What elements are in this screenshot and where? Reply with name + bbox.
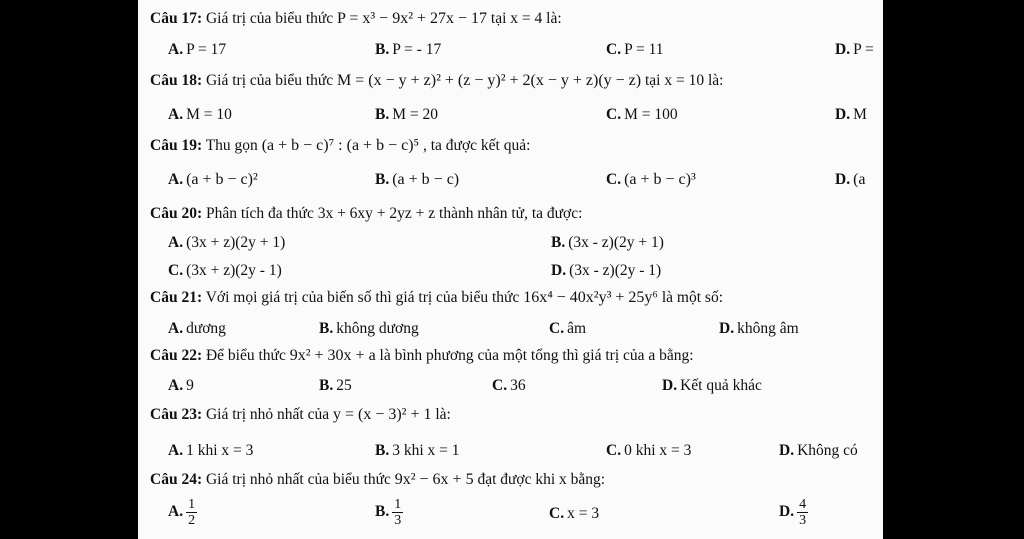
question-label: Câu 18: — [150, 72, 203, 89]
option-text: Kết quả khác — [680, 377, 762, 394]
option-letter: D. — [835, 171, 851, 188]
question-21 — [150, 289, 723, 307]
option-letter: B. — [375, 41, 390, 58]
question-expression: 9x² + 30x + a — [289, 347, 376, 364]
question-label: Câu 24: — [150, 471, 203, 488]
option-letter: D. — [719, 320, 735, 337]
option-b[interactable] — [375, 442, 460, 460]
option-letter: A. — [168, 106, 184, 123]
option-letter: B. — [375, 442, 390, 459]
question-expression: y = (x − 3)² + 1 — [332, 406, 432, 423]
question-18 — [150, 72, 723, 90]
option-text: M = 10 — [186, 106, 232, 123]
option-text: (a + b − c)³ — [624, 171, 696, 188]
option-d[interactable] — [662, 377, 762, 395]
option-c[interactable] — [606, 442, 691, 460]
denominator: 3 — [799, 513, 807, 528]
question-text: Giá trị nhỏ nhất của biểu thức — [205, 471, 391, 488]
question-19 — [150, 137, 530, 155]
option-text: (3x + z)(2y - 1) — [186, 262, 282, 279]
option-c[interactable] — [549, 320, 586, 338]
option-d[interactable] — [779, 497, 808, 528]
option-b[interactable] — [375, 171, 459, 189]
option-c[interactable] — [492, 377, 526, 395]
question-expression: P = x³ − 9x² + 27x − 17 — [337, 10, 488, 27]
option-letter: D. — [835, 106, 851, 123]
question-22 — [150, 347, 694, 365]
question-label: Câu 21: — [150, 289, 203, 306]
option-a[interactable] — [168, 41, 226, 59]
question-text: Giá trị của biểu thức — [205, 10, 334, 27]
question-text: Phân tích đa thức 3x + 6xy + 2yz + z thành nhân tử, ta được: — [205, 205, 583, 222]
question-label: Câu 22: — [150, 347, 203, 364]
question-tail: đạt được khi x bằng: — [477, 471, 606, 488]
option-b[interactable] — [375, 497, 403, 528]
question-label: Câu 20: — [150, 205, 203, 222]
option-letter: B. — [375, 503, 390, 521]
option-text: M = 20 — [392, 106, 438, 123]
option-letter: B. — [319, 377, 334, 394]
question-text: Thu gọn — [205, 137, 258, 154]
option-text: 25 — [336, 377, 352, 394]
option-b[interactable] — [375, 41, 441, 59]
option-letter: A. — [168, 503, 184, 521]
numerator: 4 — [799, 497, 807, 512]
option-b[interactable] — [551, 234, 664, 252]
question-tail: là bình phương của một tổng thì giá trị của a bằng: — [379, 347, 694, 364]
option-text: x = 3 — [567, 505, 600, 522]
option-letter: A. — [168, 442, 184, 459]
option-text: 3 khi x = 1 — [392, 442, 460, 459]
option-text: M — [853, 106, 867, 123]
denominator: 2 — [188, 513, 196, 528]
option-d[interactable] — [779, 442, 858, 460]
option-a[interactable] — [168, 497, 197, 528]
option-text: M = 100 — [624, 106, 678, 123]
option-c[interactable] — [606, 171, 696, 189]
option-text: Không có — [797, 442, 858, 459]
option-letter: B. — [319, 320, 334, 337]
option-letter: B. — [551, 234, 566, 251]
option-letter: D. — [835, 41, 851, 58]
option-d[interactable] — [835, 171, 866, 189]
question-tail: là một số: — [661, 289, 724, 306]
question-20 — [150, 205, 582, 223]
option-a[interactable] — [168, 442, 253, 460]
question-tail: tại x = 10 là: — [644, 72, 724, 89]
question-expression: 16x⁴ − 40x²y³ + 25y⁶ — [523, 289, 658, 306]
option-a[interactable] — [168, 171, 258, 189]
option-text: (a + b − c)² — [186, 171, 258, 188]
option-text: không âm — [737, 320, 799, 337]
question-label: Câu 23: — [150, 406, 203, 423]
question-24 — [150, 471, 605, 489]
worksheet-page — [138, 0, 883, 539]
question-text: Để biểu thức — [205, 347, 286, 364]
question-17 — [150, 10, 562, 28]
option-d[interactable] — [835, 106, 867, 124]
option-letter: C. — [168, 262, 184, 279]
question-expression: (a + b − c)⁷ : (a + b − c)⁵ — [261, 137, 420, 154]
option-text: (3x - z)(2y + 1) — [568, 234, 664, 251]
option-text: dương — [186, 320, 226, 337]
option-letter: A. — [168, 320, 184, 337]
option-letter: A. — [168, 171, 184, 188]
option-letter: D. — [662, 377, 678, 394]
option-text: P = — [853, 41, 874, 58]
option-letter: D. — [779, 503, 795, 521]
option-b[interactable] — [375, 106, 438, 124]
option-letter: B. — [375, 106, 390, 123]
option-text: 1 khi x = 3 — [186, 442, 254, 459]
option-letter: A. — [168, 234, 184, 251]
option-letter: D. — [551, 262, 567, 279]
question-label: Câu 17: — [150, 10, 203, 27]
option-text: P = 11 — [624, 41, 664, 58]
option-text: (3x + z)(2y + 1) — [186, 234, 286, 251]
option-letter: C. — [492, 377, 508, 394]
option-c[interactable] — [606, 41, 664, 59]
option-letter: A. — [168, 377, 184, 394]
option-a[interactable] — [168, 320, 226, 338]
fraction — [797, 497, 808, 528]
option-c[interactable] — [549, 505, 599, 523]
option-letter: B. — [375, 171, 390, 188]
option-letter: C. — [606, 106, 622, 123]
option-d[interactable] — [835, 41, 874, 59]
option-text: (a — [853, 171, 866, 188]
question-expression: M = (x − y + z)² + (z − y)² + 2(x − y + z)(y − z) — [337, 72, 642, 89]
question-tail: là: — [435, 406, 451, 423]
option-text: P = - 17 — [392, 41, 442, 58]
question-text: Giá trị của biểu thức — [205, 72, 334, 89]
fraction — [186, 497, 197, 528]
option-letter: C. — [606, 41, 622, 58]
option-letter: C. — [549, 320, 565, 337]
question-tail: tại x = 4 là: — [490, 10, 562, 27]
numerator: 1 — [188, 497, 196, 512]
option-d[interactable] — [551, 262, 661, 280]
option-text: không dương — [336, 320, 419, 337]
option-text: âm — [567, 320, 587, 337]
option-letter: C. — [606, 442, 622, 459]
question-text: Với mọi giá trị của biến số thì giá trị của biểu thức — [205, 289, 520, 306]
option-letter: C. — [549, 505, 565, 522]
option-text: P = 17 — [186, 41, 227, 58]
option-a[interactable] — [168, 377, 194, 395]
option-text: (a + b − c) — [392, 171, 460, 188]
option-letter: C. — [606, 171, 622, 188]
fraction — [392, 497, 403, 528]
option-b[interactable] — [319, 377, 352, 395]
question-label: Câu 19: — [150, 137, 203, 154]
option-a[interactable] — [168, 106, 232, 124]
denominator: 3 — [394, 513, 402, 528]
option-text: 36 — [510, 377, 526, 394]
option-d[interactable] — [719, 320, 799, 338]
question-tail: , ta được kết quả: — [422, 137, 531, 154]
question-expression: 9x² − 6x + 5 — [394, 471, 474, 488]
option-letter: A. — [168, 41, 184, 58]
option-text: 0 khi x = 3 — [624, 442, 692, 459]
option-c[interactable] — [168, 262, 282, 280]
numerator: 1 — [394, 497, 402, 512]
option-b[interactable] — [319, 320, 419, 338]
option-text: (3x - z)(2y - 1) — [569, 262, 662, 279]
option-c[interactable] — [606, 106, 678, 124]
question-23 — [150, 406, 451, 424]
option-a[interactable] — [168, 234, 285, 252]
option-letter: D. — [779, 442, 795, 459]
question-text: Giá trị nhỏ nhất của — [205, 406, 330, 423]
option-text: 9 — [186, 377, 194, 394]
